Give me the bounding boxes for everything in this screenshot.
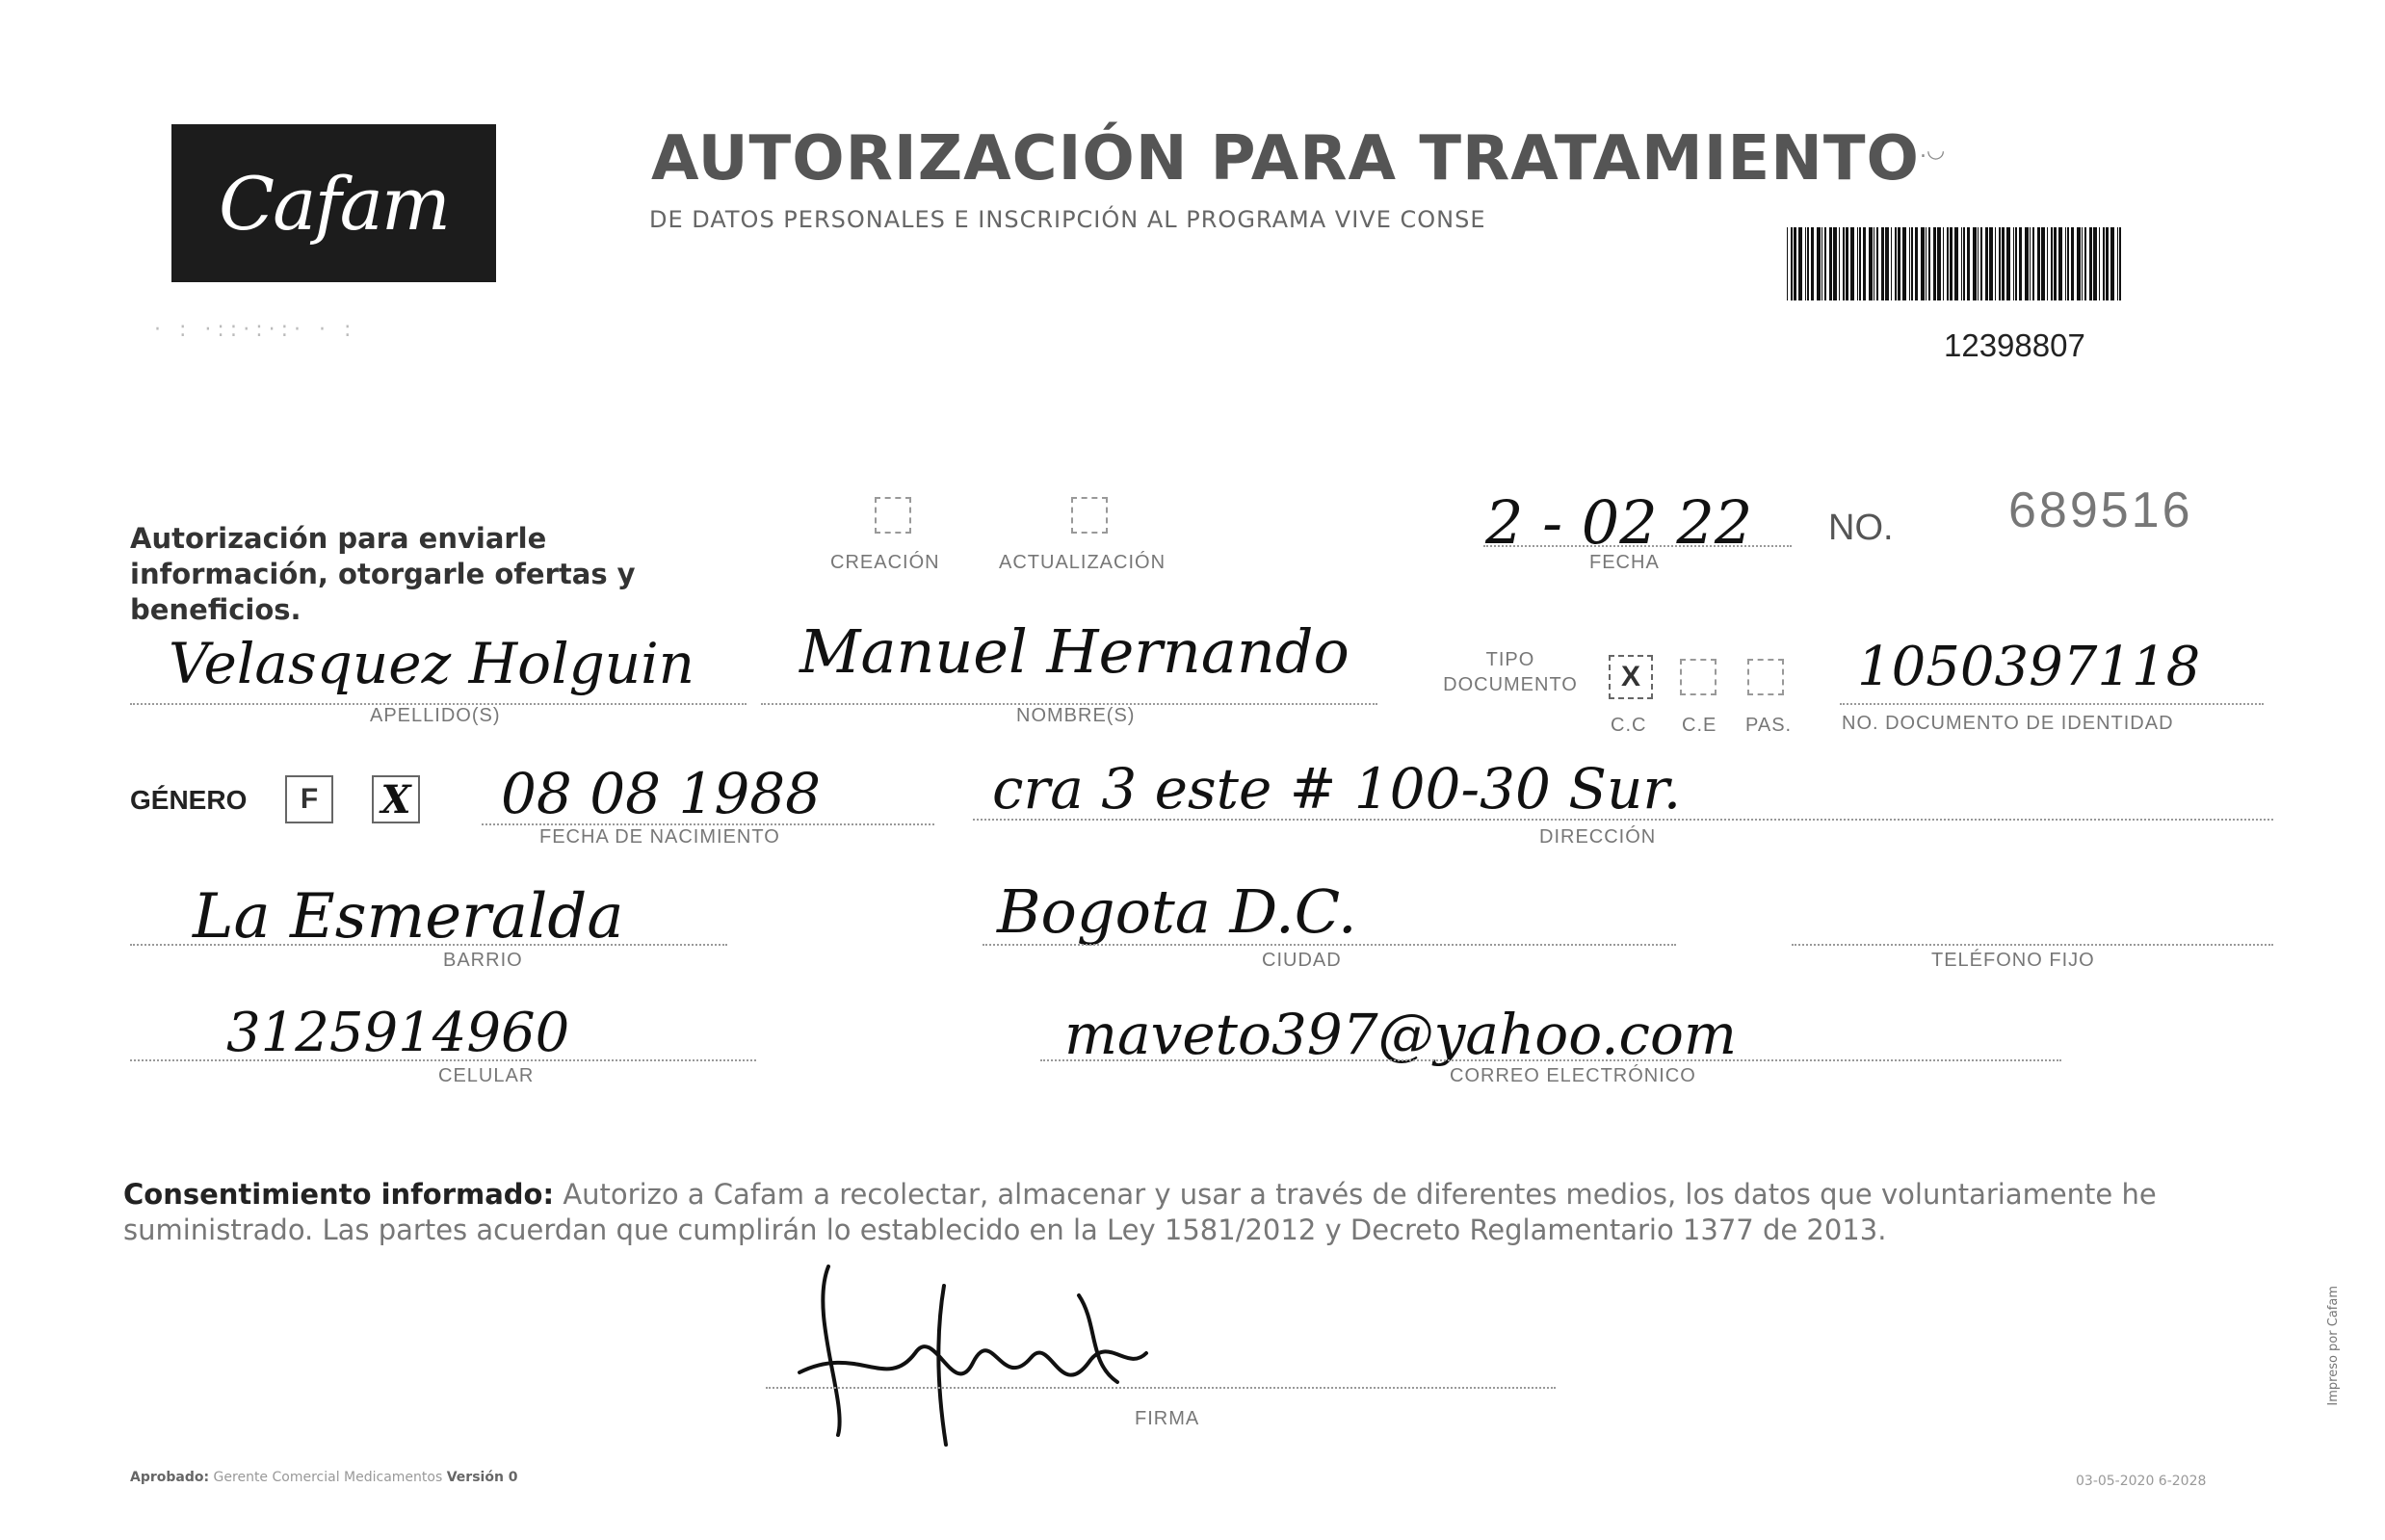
barcode-bar <box>1817 227 1821 300</box>
pas-checkbox[interactable] <box>1747 659 1784 695</box>
nacimiento-label: FECHA DE NACIMIENTO <box>539 826 780 848</box>
authorization-intro: Autorización para enviarle información, otorgarle ofertas y beneficios. <box>130 522 636 626</box>
cc-check-mark: X <box>1620 661 1640 692</box>
barcode-bar <box>1911 227 1913 300</box>
barcode-bar <box>2117 227 2118 300</box>
barcode-bar <box>2037 227 2040 300</box>
genero-m-mark: X <box>380 776 411 822</box>
creacion-checkbox[interactable] <box>875 497 911 534</box>
celular-label: CELULAR <box>438 1065 535 1086</box>
documento-value: 1050397118 <box>1857 636 2201 698</box>
barcode-bar <box>2051 227 2053 300</box>
barcode-bar <box>1978 227 1979 300</box>
barcode-bar <box>2054 227 2057 300</box>
documento-label: NO. DOCUMENTO DE IDENTIDAD <box>1842 713 2174 734</box>
barcode-bar <box>2067 227 2069 300</box>
barcode-bar <box>1902 227 1906 300</box>
cc-label: C.C <box>1611 715 1647 736</box>
barcode-bar <box>2058 227 2062 300</box>
barcode-bar <box>2047 227 2048 300</box>
barcode-bar <box>2082 227 2083 300</box>
barcode-bar <box>1950 227 1953 300</box>
barcode-bar <box>1961 227 1962 300</box>
genero-f-box[interactable] <box>285 775 333 823</box>
aprobado-label: Aprobado: <box>130 1470 210 1485</box>
barcode-bar <box>2030 227 2031 300</box>
barcode-bar <box>1824 227 1826 300</box>
barcode <box>1787 227 2124 300</box>
barcode-bar <box>1839 227 1840 300</box>
barcode-bar <box>1915 227 1918 300</box>
barrio-value: La Esmeralda <box>193 881 624 953</box>
actualizacion-label: ACTUALIZACIÓN <box>999 552 1166 573</box>
barcode-bar <box>1857 227 1858 300</box>
barcode-bar <box>1973 227 1977 300</box>
version-label: Versión 0 <box>446 1470 518 1485</box>
barcode-bar <box>1885 227 1889 300</box>
barcode-bar <box>2077 227 2081 300</box>
barcode-bar <box>1967 227 1970 300</box>
barcode-bar <box>1954 227 1958 300</box>
barcode-bar <box>1937 227 1941 300</box>
correo-label: CORREO ELECTRÓNICO <box>1450 1065 1696 1086</box>
barcode-number: 12398807 <box>1944 327 2085 363</box>
correo-value: maveto397@yahoo.com <box>1064 1002 1737 1067</box>
signature-label: FIRMA <box>1135 1408 1200 1429</box>
barcode-bar <box>1794 227 1796 300</box>
barcode-bar <box>2099 227 2100 300</box>
barcode-bar <box>1811 227 1814 300</box>
fecha-line <box>1483 545 1792 547</box>
genero-f-label: F <box>300 783 319 815</box>
telefono-label: TELÉFONO FIJO <box>1931 950 2095 971</box>
aprobado-value: Gerente Comercial Medicamentos <box>213 1470 443 1485</box>
barcode-bar <box>1985 227 1988 300</box>
footer-approved <box>130 1470 518 1485</box>
barrio-label: BARRIO <box>443 950 523 971</box>
barcode-bar <box>2025 227 2029 300</box>
side-print-text: Impreso por Cafam <box>2326 1286 2341 1406</box>
barcode-bar <box>2013 227 2014 300</box>
barcode-bar <box>1859 227 1861 300</box>
barcode-bar <box>1891 227 1892 300</box>
documento-line <box>1840 703 2264 705</box>
ce-label: C.E <box>1682 715 1717 736</box>
barcode-bar <box>2071 227 2074 300</box>
barcode-bar <box>2089 227 2092 300</box>
consent-heading: Consentimiento informado: <box>123 1178 555 1211</box>
barcode-bar <box>1947 227 1949 300</box>
barcode-bar <box>1995 227 1996 300</box>
barcode-bar <box>2119 227 2121 300</box>
barcode-bar <box>2015 227 2017 300</box>
form-title: AUTORIZACIÓN PARA TRATAMIENTO <box>651 123 1920 195</box>
telefono-line <box>1792 944 2273 946</box>
barcode-bar <box>1869 227 1873 300</box>
form-subtitle: DE DATOS PERSONALES E INSCRIPCIÓN AL PROGRAMA VIVE CONSE <box>649 206 1486 233</box>
apellidos-label: APELLIDO(S) <box>370 705 501 726</box>
consent-paragraph <box>123 1177 2271 1248</box>
logo-text: Cafam <box>219 160 449 247</box>
barcode-bar <box>1963 227 1965 300</box>
celular-line <box>130 1059 756 1061</box>
actualizacion-checkbox[interactable] <box>1071 497 1108 534</box>
barcode-bar <box>2041 227 2045 300</box>
barcode-bar <box>1895 227 1897 300</box>
cc-checkbox[interactable] <box>1609 655 1653 699</box>
barcode-bar <box>2065 227 2066 300</box>
fecha-label: FECHA <box>1589 552 1660 573</box>
no-label: NO. <box>1828 508 1894 548</box>
correo-line <box>1040 1059 2061 1061</box>
scan-mark: .◡ <box>1920 139 1946 163</box>
barcode-bar <box>1921 227 1925 300</box>
creacion-label: CREACIÓN <box>830 552 940 573</box>
barcode-bar <box>1980 227 1982 300</box>
barcode-bar <box>2106 227 2109 300</box>
barcode-bar <box>1791 227 1793 300</box>
barrio-line <box>130 944 727 946</box>
serial-number: 689516 <box>2008 483 2193 538</box>
faded-stamp: · : ·::·:·:· · : <box>154 318 357 342</box>
barcode-bar <box>2032 227 2034 300</box>
barcode-bar <box>1805 227 1806 300</box>
barcode-bar <box>2019 227 2022 300</box>
nacimiento-line <box>482 823 934 825</box>
barcode-bar <box>2110 227 2114 300</box>
barcode-bar <box>1787 227 1788 300</box>
barcode-bar <box>1876 227 1878 300</box>
barcode-bar <box>1863 227 1866 300</box>
barcode-bar <box>1881 227 1884 300</box>
barcode-bar <box>1943 227 1944 300</box>
direccion-line <box>973 819 2273 821</box>
fecha-value: 2 - 02 22 <box>1485 487 1753 558</box>
footer-code: 03-05-2020 6-2028 <box>2076 1474 2207 1489</box>
barcode-bar <box>1898 227 1900 300</box>
barcode-bar <box>1807 227 1809 300</box>
barcode-bar <box>1829 227 1832 300</box>
barcode-bar <box>1833 227 1837 300</box>
genero-label: GÉNERO <box>130 785 248 815</box>
direccion-value: cra 3 este # 100-30 Sur. <box>992 756 1682 822</box>
barcode-bar <box>2084 227 2086 300</box>
ciudad-value: Bogota D.C. <box>997 876 1357 947</box>
nacimiento-value: 08 08 1988 <box>501 761 822 826</box>
barcode-bar <box>1846 227 1848 300</box>
barcode-bar <box>1909 227 1910 300</box>
pas-label: PAS. <box>1745 715 1793 736</box>
barcode-bar <box>1843 227 1845 300</box>
apellidos-value: Velasquez Holguin <box>169 631 695 696</box>
barcode-bar <box>1850 227 1854 300</box>
signature-line <box>766 1387 1556 1389</box>
barcode-bar <box>1989 227 1993 300</box>
barcode-bar <box>1999 227 2001 300</box>
barcode-bar <box>2006 227 2010 300</box>
barcode-bar <box>1928 227 1930 300</box>
barcode-bar <box>1798 227 1802 300</box>
barcode-bar <box>1933 227 1936 300</box>
genero-m-box[interactable] <box>372 775 420 823</box>
cafam-logo <box>171 124 496 282</box>
ce-checkbox[interactable] <box>1680 659 1717 695</box>
nombres-label: NOMBRE(S) <box>1016 705 1136 726</box>
tipo-documento-label: TIPO DOCUMENTO <box>1443 649 1578 695</box>
ciudad-line <box>983 944 1676 946</box>
barcode-bar <box>2103 227 2105 300</box>
ciudad-label: CIUDAD <box>1262 950 1342 971</box>
celular-value: 3125914960 <box>226 1002 570 1064</box>
nombres-value: Manuel Hernando <box>799 616 1350 687</box>
consent-text: Autorizo a Cafam a recolectar, almacenar y usar a través de diferentes medios, los datos que voluntariamente he suministrado. Las partes acuerdan que cumplirán lo establecido en la Ley 1581/2012 y Decreto Reglamentario 1377 de 2013. <box>123 1178 2157 1246</box>
barcode-bar <box>2002 227 2005 300</box>
direccion-label: DIRECCIÓN <box>1539 826 1657 848</box>
barcode-bar <box>2093 227 2097 300</box>
